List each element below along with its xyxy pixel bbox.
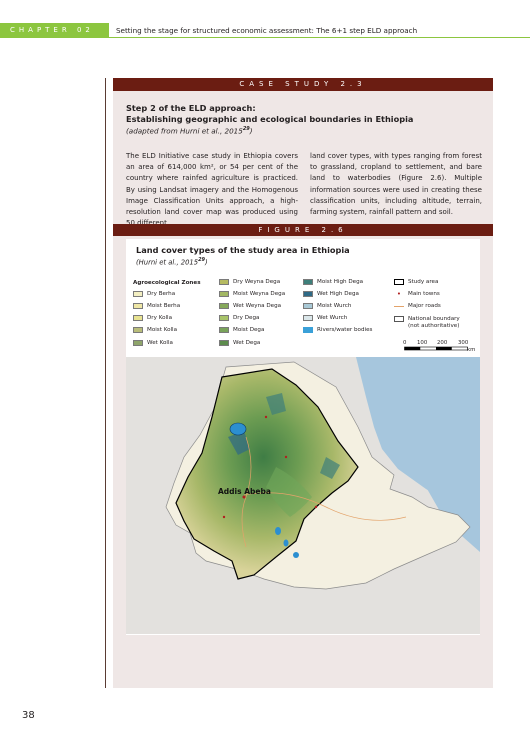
legend-swatch <box>219 303 229 309</box>
legend-item <box>219 326 264 334</box>
case-study-source-text: (adapted from Hurni et al., 2015 <box>126 126 243 136</box>
legend-item <box>408 322 459 330</box>
town-dot-icon: • <box>396 290 402 298</box>
rift-lake <box>284 540 289 547</box>
legend-swatch <box>303 291 313 297</box>
legend-item <box>133 314 172 322</box>
ethiopia-land-cover-map <box>126 357 480 634</box>
legend-label: Moist Kolla <box>147 327 178 333</box>
legend-swatch <box>303 327 313 333</box>
figure-banner: FIGURE 2.6 <box>113 224 493 236</box>
legend-item <box>219 314 259 322</box>
legend-item <box>394 302 441 310</box>
legend-swatch <box>133 340 143 346</box>
legend-label: Wet Dega <box>233 340 261 346</box>
legend-item <box>133 339 173 347</box>
legend-label: Wet Wurch <box>317 315 348 321</box>
side-rule <box>105 78 106 688</box>
legend-label: Wet Kolla <box>147 340 173 346</box>
case-study-heading-line1: Step 2 of the ELD approach: <box>126 103 256 113</box>
legend-item <box>133 290 175 298</box>
legend-label: Dry Weyna Dega <box>233 279 281 285</box>
legend-item <box>303 302 351 310</box>
legend-item <box>133 302 180 310</box>
rift-lake <box>275 527 281 535</box>
study-area-symbol <box>394 279 404 285</box>
legend-swatch <box>133 327 143 333</box>
case-study-banner: CASE STUDY 2.3 <box>113 78 493 91</box>
legend-swatch <box>303 303 313 309</box>
legend-label: Main towns <box>408 291 440 297</box>
legend-label: Dry Dega <box>233 315 260 321</box>
legend-swatch <box>133 291 143 297</box>
figure-source-end: ) <box>205 258 208 267</box>
case-study-column-2: land cover types, with types ranging from forest to grassland, cropland to settlement, and bare land to waterbodies (Figure 2.6). Multiple information sources were used in creating these classification units, including altitude, terrain, farming system, rainfall pattern and soil. <box>310 152 482 217</box>
legend-label: (not authoritative) <box>408 323 460 329</box>
legend-label: National boundary <box>408 316 460 322</box>
case-study-source <box>126 126 253 135</box>
legend-item <box>219 290 285 298</box>
case-study-heading-line2: Establishing geographic and ecological boundaries in Ethiopia <box>126 114 414 124</box>
road-line-icon <box>394 306 404 307</box>
legend-swatch <box>133 315 143 321</box>
legend-swatch <box>219 291 229 297</box>
figure-source <box>136 257 208 266</box>
legend-item <box>303 278 363 286</box>
page-number: 38 <box>22 710 35 721</box>
legend-item <box>219 302 281 310</box>
legend-label: Major roads <box>408 303 441 309</box>
legend-item <box>303 326 372 334</box>
legend-swatch <box>219 315 229 321</box>
legend-heading: Agroecological Zones <box>133 280 201 286</box>
legend-label: Moist Wurch <box>317 303 352 309</box>
legend-label: Rivers/water bodies <box>317 327 373 333</box>
town-dot-icon <box>315 506 317 508</box>
legend-swatch <box>133 303 143 309</box>
case-study-source-end: ) <box>249 126 253 136</box>
town-dot-icon <box>223 516 225 518</box>
legend-label: Moist High Dega <box>317 279 364 285</box>
scale-tick: 200 <box>437 340 448 346</box>
legend-item <box>219 339 260 347</box>
legend-item <box>303 314 347 322</box>
legend-label: Moist Berha <box>147 303 181 309</box>
figure-source-text: (Hurni et al., 2015 <box>136 258 199 267</box>
rift-lake <box>293 552 299 558</box>
legend-label: Moist Weyna Dega <box>233 291 286 297</box>
town-dot-icon <box>265 416 267 418</box>
scale-bar <box>404 346 470 352</box>
legend-item <box>133 326 177 334</box>
legend-label: Wet Weyna Dega <box>233 303 282 309</box>
header-rule <box>109 37 530 38</box>
legend-label: Moist Dega <box>233 327 265 333</box>
legend-swatch <box>303 315 313 321</box>
figure-title: Land cover types of the study area in Ethiopia <box>136 245 350 255</box>
legend-item <box>394 290 440 298</box>
legend-label: Wet High Dega <box>317 291 359 297</box>
town-dot-icon <box>285 456 287 458</box>
page-header <box>0 23 530 38</box>
legend-swatch <box>219 340 229 346</box>
legend-item <box>219 278 280 286</box>
legend-swatch <box>219 327 229 333</box>
case-study-source-ref: 29 <box>242 126 250 132</box>
legend-item <box>303 290 359 298</box>
case-study-heading <box>126 103 486 125</box>
legend-swatch <box>219 279 229 285</box>
scale-tick: 300 <box>458 340 469 346</box>
boundary-symbol <box>394 316 404 322</box>
legend-label: Dry Kolla <box>147 315 173 321</box>
legend-item <box>394 278 438 286</box>
scale-tick: 100 <box>417 340 428 346</box>
legend-label: Study area <box>408 279 439 285</box>
legend-swatch <box>303 279 313 285</box>
figure-source-ref: 29 <box>198 257 206 263</box>
scale-unit: km <box>467 347 476 353</box>
lake-tana <box>230 423 246 435</box>
scale-tick: 0 <box>403 340 407 346</box>
addis-abeba-label: Addis Abeba <box>218 487 271 496</box>
legend-label: Dry Berha <box>147 291 176 297</box>
chapter-title: Setting the stage for structured economic assessment: The 6+1 step ELD approach <box>116 26 418 35</box>
case-study-column-1: The ELD Initiative case study in Ethiopia covers an area of 614,000 km², or 54 per cent of the country where rainfed agriculture is practiced. By using Landsat imagery and the Homogenous Image Classification Units approach, a high-resolution land cover map was produced using <box>126 152 298 217</box>
chapter-label: CHAPTER 02 <box>0 23 109 38</box>
